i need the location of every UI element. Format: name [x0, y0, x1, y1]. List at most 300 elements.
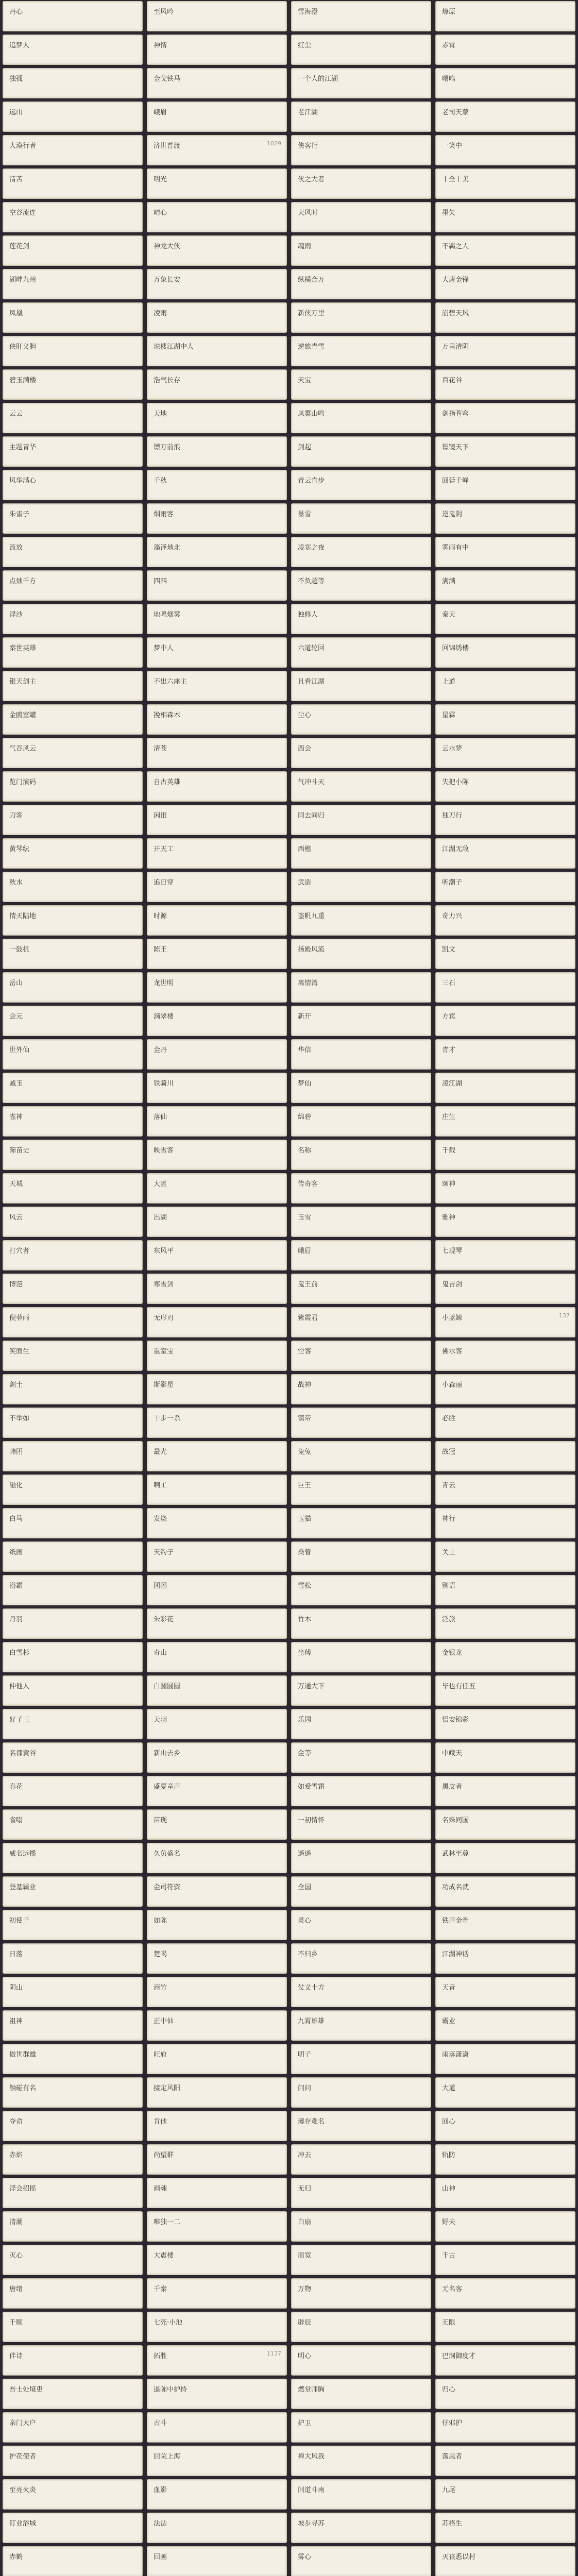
title-cell[interactable]	[291, 2144, 431, 2175]
title-cell[interactable]	[291, 2178, 431, 2208]
title-cell[interactable]	[435, 1441, 575, 1471]
title-cell[interactable]	[3, 336, 143, 366]
title-cell[interactable]	[147, 1207, 287, 1237]
title-cell[interactable]	[435, 1274, 575, 1304]
title-cell[interactable]	[3, 1608, 143, 1639]
title-cell[interactable]	[435, 101, 575, 132]
title-cell[interactable]	[291, 1675, 431, 1706]
title-cell[interactable]	[291, 1575, 431, 1605]
title-cell[interactable]	[435, 2312, 575, 2342]
title-cell[interactable]	[435, 704, 575, 735]
title-cell[interactable]	[3, 101, 143, 132]
title-cell[interactable]	[147, 503, 287, 534]
title-cell[interactable]	[147, 302, 287, 333]
title-cell[interactable]	[3, 2211, 143, 2242]
title-cell[interactable]	[435, 738, 575, 768]
title-cell[interactable]	[291, 2245, 431, 2275]
title-cell[interactable]	[291, 2345, 431, 2376]
title-cell[interactable]	[3, 2546, 143, 2576]
title-cell[interactable]	[147, 1475, 287, 1505]
title-cell[interactable]	[291, 1374, 431, 1404]
title-cell[interactable]	[435, 2345, 575, 2376]
title-cell[interactable]	[147, 1006, 287, 1036]
title-cell[interactable]	[435, 1408, 575, 1438]
title-cell[interactable]	[147, 838, 287, 869]
title-cell[interactable]	[435, 168, 575, 199]
title-cell[interactable]	[291, 1274, 431, 1304]
title-cell[interactable]	[3, 68, 143, 98]
title-cell[interactable]	[147, 2211, 287, 2242]
title-cell[interactable]	[3, 2245, 143, 2275]
title-cell[interactable]	[435, 1642, 575, 1672]
title-cell[interactable]	[435, 1374, 575, 1404]
title-cell[interactable]	[435, 1910, 575, 1940]
title-cell[interactable]	[435, 1943, 575, 1974]
title-cell[interactable]	[291, 1106, 431, 1137]
title-cell[interactable]	[435, 2546, 575, 2576]
title-cell[interactable]	[435, 336, 575, 366]
title-cell[interactable]	[147, 101, 287, 132]
title-cell[interactable]	[3, 1, 143, 31]
title-cell[interactable]	[3, 1943, 143, 1974]
title-cell[interactable]	[3, 1173, 143, 1204]
title-cell[interactable]	[291, 1876, 431, 1907]
title-cell[interactable]	[3, 2345, 143, 2376]
title-cell[interactable]	[291, 537, 431, 567]
title-cell[interactable]	[291, 35, 431, 65]
title-cell[interactable]	[147, 1675, 287, 1706]
title-cell[interactable]	[435, 1575, 575, 1605]
title-cell[interactable]	[291, 1508, 431, 1538]
title-cell[interactable]	[291, 1776, 431, 1806]
title-cell[interactable]	[435, 470, 575, 500]
title-cell[interactable]	[291, 1341, 431, 1371]
title-cell[interactable]	[435, 1876, 575, 1907]
title-cell[interactable]	[435, 537, 575, 567]
title-cell[interactable]	[291, 2379, 431, 2409]
title-cell[interactable]	[291, 403, 431, 433]
title-cell[interactable]	[435, 2111, 575, 2141]
title-cell[interactable]	[435, 68, 575, 98]
title-cell[interactable]	[147, 1742, 287, 1773]
title-cell[interactable]	[147, 336, 287, 366]
title-cell[interactable]	[3, 1541, 143, 1572]
title-cell[interactable]	[435, 805, 575, 835]
title-cell[interactable]	[3, 1508, 143, 1538]
title-cell[interactable]	[291, 2513, 431, 2543]
title-cell[interactable]	[291, 2010, 431, 2041]
title-cell[interactable]	[291, 1, 431, 31]
title-cell[interactable]	[3, 168, 143, 199]
title-cell[interactable]	[3, 939, 143, 969]
title-cell[interactable]	[3, 738, 143, 768]
title-cell[interactable]	[291, 972, 431, 1003]
title-cell[interactable]	[147, 1106, 287, 1137]
title-cell[interactable]	[3, 403, 143, 433]
title-cell[interactable]	[291, 436, 431, 467]
title-cell[interactable]	[147, 671, 287, 701]
title-cell[interactable]	[291, 2044, 431, 2074]
title-cell[interactable]	[147, 1776, 287, 1806]
title-cell[interactable]	[147, 2412, 287, 2443]
title-cell[interactable]	[291, 470, 431, 500]
title-cell[interactable]	[291, 2111, 431, 2141]
title-cell[interactable]	[435, 838, 575, 869]
title-cell[interactable]	[3, 202, 143, 232]
title-cell[interactable]	[291, 2211, 431, 2242]
title-cell[interactable]	[291, 1408, 431, 1438]
title-cell[interactable]	[435, 1106, 575, 1137]
title-cell[interactable]	[147, 1341, 287, 1371]
title-cell[interactable]	[435, 771, 575, 802]
title-cell[interactable]	[435, 2144, 575, 2175]
title-cell[interactable]	[291, 302, 431, 333]
title-cell[interactable]	[291, 168, 431, 199]
title-cell[interactable]	[3, 1742, 143, 1773]
title-cell[interactable]	[3, 302, 143, 333]
title-cell[interactable]	[3, 1709, 143, 1739]
title-cell[interactable]	[147, 972, 287, 1003]
title-cell[interactable]	[147, 2111, 287, 2141]
title-cell[interactable]	[3, 1240, 143, 1270]
title-cell[interactable]	[435, 1341, 575, 1371]
title-cell[interactable]	[147, 2312, 287, 2342]
title-cell[interactable]	[435, 1307, 575, 1337]
title-cell[interactable]	[147, 2077, 287, 2108]
title-cell[interactable]	[435, 1541, 575, 1572]
title-cell[interactable]	[3, 1475, 143, 1505]
title-cell[interactable]	[147, 2278, 287, 2309]
title-cell[interactable]	[291, 1173, 431, 1204]
title-cell[interactable]	[291, 570, 431, 601]
title-cell[interactable]	[435, 939, 575, 969]
title-cell[interactable]	[147, 2144, 287, 2175]
title-cell[interactable]	[435, 671, 575, 701]
title-cell[interactable]	[3, 2446, 143, 2476]
title-cell[interactable]	[147, 604, 287, 634]
title-cell[interactable]	[291, 269, 431, 299]
title-cell[interactable]	[435, 1742, 575, 1773]
title-cell[interactable]	[435, 1709, 575, 1739]
title-cell[interactable]	[435, 1006, 575, 1036]
title-cell[interactable]	[291, 805, 431, 835]
title-cell[interactable]	[3, 2044, 143, 2074]
title-cell[interactable]	[3, 1307, 143, 1337]
title-cell[interactable]	[147, 1843, 287, 1873]
title-cell[interactable]	[435, 2010, 575, 2041]
title-cell[interactable]	[3, 704, 143, 735]
title-cell[interactable]	[3, 805, 143, 835]
title-cell[interactable]	[147, 1441, 287, 1471]
title-cell[interactable]	[147, 1307, 287, 1337]
title-cell[interactable]	[147, 1140, 287, 1170]
title-cell[interactable]	[291, 2479, 431, 2510]
title-cell[interactable]	[435, 436, 575, 467]
title-cell[interactable]	[435, 1, 575, 31]
title-cell[interactable]	[3, 2178, 143, 2208]
title-cell[interactable]	[3, 2278, 143, 2309]
title-cell[interactable]	[147, 2178, 287, 2208]
title-cell[interactable]	[435, 1843, 575, 1873]
title-cell[interactable]	[3, 2412, 143, 2443]
title-cell[interactable]	[291, 68, 431, 98]
title-cell[interactable]	[435, 503, 575, 534]
title-cell[interactable]	[3, 269, 143, 299]
title-cell[interactable]	[147, 905, 287, 936]
title-cell[interactable]	[435, 2211, 575, 2242]
title-cell[interactable]	[147, 269, 287, 299]
title-cell[interactable]	[3, 2144, 143, 2175]
title-cell[interactable]	[3, 436, 143, 467]
title-cell[interactable]	[147, 738, 287, 768]
title-cell[interactable]	[3, 570, 143, 601]
title-cell[interactable]	[435, 35, 575, 65]
title-cell[interactable]	[3, 1876, 143, 1907]
title-cell[interactable]	[435, 972, 575, 1003]
title-cell[interactable]	[3, 369, 143, 400]
title-cell[interactable]	[147, 1876, 287, 1907]
title-cell[interactable]	[147, 2546, 287, 2576]
title-cell[interactable]	[147, 805, 287, 835]
title-cell[interactable]	[435, 2245, 575, 2275]
title-cell[interactable]	[291, 604, 431, 634]
title-cell[interactable]	[291, 637, 431, 668]
title-cell[interactable]	[3, 135, 143, 165]
title-cell[interactable]	[147, 939, 287, 969]
title-cell[interactable]	[291, 202, 431, 232]
title-cell[interactable]	[3, 1575, 143, 1605]
title-cell[interactable]	[435, 1173, 575, 1204]
title-cell[interactable]	[147, 2245, 287, 2275]
title-cell[interactable]	[147, 1173, 287, 1204]
title-cell[interactable]	[435, 1508, 575, 1538]
title-cell[interactable]	[3, 905, 143, 936]
title-cell[interactable]	[291, 135, 431, 165]
title-cell[interactable]	[3, 1809, 143, 1840]
title-cell[interactable]	[147, 704, 287, 735]
title-cell[interactable]	[3, 671, 143, 701]
title-cell[interactable]	[291, 1742, 431, 1773]
title-cell[interactable]	[291, 704, 431, 735]
title-cell[interactable]	[435, 872, 575, 902]
title-cell[interactable]	[147, 1910, 287, 1940]
title-cell[interactable]	[291, 838, 431, 869]
title-cell[interactable]	[435, 1809, 575, 1840]
title-cell[interactable]	[3, 35, 143, 65]
title-cell[interactable]	[147, 1709, 287, 1739]
title-cell[interactable]	[3, 503, 143, 534]
title-cell[interactable]	[147, 1943, 287, 1974]
title-cell[interactable]	[147, 537, 287, 567]
title-cell[interactable]	[147, 403, 287, 433]
title-cell[interactable]	[147, 1608, 287, 1639]
title-cell[interactable]	[291, 771, 431, 802]
title-cell[interactable]	[3, 2111, 143, 2141]
title-cell[interactable]	[3, 1910, 143, 1940]
title-cell[interactable]	[3, 2513, 143, 2543]
title-cell[interactable]	[3, 2379, 143, 2409]
title-cell[interactable]	[147, 168, 287, 199]
title-cell[interactable]	[435, 1073, 575, 1103]
title-cell[interactable]	[435, 269, 575, 299]
title-cell[interactable]	[147, 1541, 287, 1572]
title-cell[interactable]	[147, 2345, 287, 2376]
title-cell[interactable]	[147, 1809, 287, 1840]
title-cell[interactable]	[435, 2513, 575, 2543]
title-cell[interactable]	[435, 1675, 575, 1706]
title-cell[interactable]	[147, 1274, 287, 1304]
title-cell[interactable]	[291, 1207, 431, 1237]
title-cell[interactable]	[291, 1475, 431, 1505]
title-cell[interactable]	[3, 604, 143, 634]
title-cell[interactable]	[291, 2546, 431, 2576]
title-cell[interactable]	[3, 235, 143, 266]
title-cell[interactable]	[3, 972, 143, 1003]
title-cell[interactable]	[147, 872, 287, 902]
title-cell[interactable]	[435, 604, 575, 634]
title-cell[interactable]	[291, 235, 431, 266]
title-cell[interactable]	[291, 2077, 431, 2108]
title-cell[interactable]	[147, 235, 287, 266]
title-cell[interactable]	[3, 1274, 143, 1304]
title-cell[interactable]	[435, 2412, 575, 2443]
title-cell[interactable]	[291, 738, 431, 768]
title-cell[interactable]	[435, 905, 575, 936]
title-cell[interactable]	[291, 905, 431, 936]
title-cell[interactable]	[435, 1608, 575, 1639]
title-cell[interactable]	[291, 2278, 431, 2309]
title-cell[interactable]	[3, 1642, 143, 1672]
title-cell[interactable]	[3, 1374, 143, 1404]
title-cell[interactable]	[435, 2446, 575, 2476]
title-cell[interactable]	[3, 872, 143, 902]
title-cell[interactable]	[147, 202, 287, 232]
title-cell[interactable]	[435, 2178, 575, 2208]
title-cell[interactable]	[147, 1642, 287, 1672]
title-cell[interactable]	[435, 1140, 575, 1170]
title-cell[interactable]	[291, 1809, 431, 1840]
title-cell[interactable]	[147, 35, 287, 65]
title-cell[interactable]	[435, 2479, 575, 2510]
title-cell[interactable]	[147, 570, 287, 601]
title-cell[interactable]	[147, 1374, 287, 1404]
title-cell[interactable]	[147, 470, 287, 500]
title-cell[interactable]	[147, 436, 287, 467]
title-cell[interactable]	[3, 1073, 143, 1103]
title-cell[interactable]	[147, 1073, 287, 1103]
title-cell[interactable]	[3, 771, 143, 802]
title-cell[interactable]	[147, 2010, 287, 2041]
title-cell[interactable]	[147, 2446, 287, 2476]
title-cell[interactable]	[3, 2077, 143, 2108]
title-cell[interactable]	[3, 1441, 143, 1471]
title-cell[interactable]	[3, 1006, 143, 1036]
title-cell[interactable]	[435, 135, 575, 165]
title-cell[interactable]	[147, 68, 287, 98]
title-cell[interactable]	[291, 1140, 431, 1170]
title-cell[interactable]	[291, 1307, 431, 1337]
title-cell[interactable]	[291, 1943, 431, 1974]
title-cell[interactable]	[435, 202, 575, 232]
title-cell[interactable]	[435, 2077, 575, 2108]
title-cell[interactable]	[291, 1541, 431, 1572]
title-cell[interactable]	[435, 1475, 575, 1505]
title-cell[interactable]	[147, 1508, 287, 1538]
title-cell[interactable]	[291, 2412, 431, 2443]
title-cell[interactable]	[435, 403, 575, 433]
title-cell[interactable]	[3, 1039, 143, 1070]
title-cell[interactable]	[435, 235, 575, 266]
title-cell[interactable]	[147, 2513, 287, 2543]
title-cell[interactable]	[3, 1207, 143, 1237]
title-cell[interactable]	[291, 101, 431, 132]
title-cell[interactable]	[147, 1977, 287, 2007]
title-cell[interactable]	[3, 1776, 143, 1806]
title-cell[interactable]	[3, 1140, 143, 1170]
title-cell[interactable]	[291, 503, 431, 534]
title-cell[interactable]	[147, 1039, 287, 1070]
title-cell[interactable]	[147, 1575, 287, 1605]
title-cell[interactable]	[3, 1977, 143, 2007]
title-cell[interactable]	[291, 1073, 431, 1103]
title-cell[interactable]	[3, 1106, 143, 1137]
title-cell[interactable]	[147, 2479, 287, 2510]
title-cell[interactable]	[3, 1408, 143, 1438]
title-cell[interactable]	[291, 872, 431, 902]
title-cell[interactable]	[435, 1039, 575, 1070]
title-cell[interactable]	[3, 470, 143, 500]
title-cell[interactable]	[291, 369, 431, 400]
title-cell[interactable]	[147, 637, 287, 668]
title-cell[interactable]	[435, 570, 575, 601]
title-cell[interactable]	[291, 671, 431, 701]
title-cell[interactable]	[147, 2379, 287, 2409]
title-cell[interactable]	[435, 1207, 575, 1237]
title-cell[interactable]	[435, 1977, 575, 2007]
title-cell[interactable]	[291, 1709, 431, 1739]
title-cell[interactable]	[147, 1408, 287, 1438]
title-cell[interactable]	[291, 1240, 431, 1270]
title-cell[interactable]	[435, 2044, 575, 2074]
title-cell[interactable]	[3, 537, 143, 567]
title-cell[interactable]	[147, 2044, 287, 2074]
title-cell[interactable]	[435, 2379, 575, 2409]
title-cell[interactable]	[435, 369, 575, 400]
title-cell[interactable]	[3, 2479, 143, 2510]
title-cell[interactable]	[435, 2278, 575, 2309]
title-cell[interactable]	[435, 302, 575, 333]
title-cell[interactable]	[291, 2446, 431, 2476]
title-cell[interactable]	[147, 1, 287, 31]
title-cell[interactable]	[291, 1441, 431, 1471]
title-cell[interactable]	[3, 2312, 143, 2342]
title-cell[interactable]	[291, 1006, 431, 1036]
title-cell[interactable]	[291, 1642, 431, 1672]
title-cell[interactable]	[3, 838, 143, 869]
title-cell[interactable]	[3, 1843, 143, 1873]
title-cell[interactable]	[291, 1977, 431, 2007]
title-cell[interactable]	[435, 1776, 575, 1806]
title-cell[interactable]	[291, 2312, 431, 2342]
title-cell[interactable]	[147, 135, 287, 165]
title-cell[interactable]	[3, 637, 143, 668]
title-cell[interactable]	[147, 771, 287, 802]
title-cell[interactable]	[3, 1675, 143, 1706]
title-cell[interactable]	[291, 1843, 431, 1873]
title-cell[interactable]	[147, 1240, 287, 1270]
title-cell[interactable]	[435, 1240, 575, 1270]
title-cell[interactable]	[435, 637, 575, 668]
